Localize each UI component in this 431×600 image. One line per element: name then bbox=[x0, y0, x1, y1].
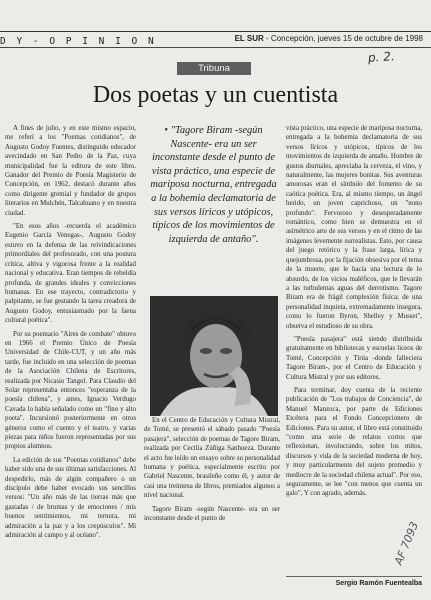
handwritten-side-text: AF 7093 bbox=[392, 519, 422, 567]
newspaper-name: EL SUR bbox=[234, 34, 264, 43]
section-kicker: Tribuna bbox=[177, 62, 251, 75]
column-3 bbox=[286, 124, 422, 572]
masthead bbox=[235, 34, 423, 43]
paragraph: Para terminar, doy cuenta de la reciente publicación de "Los trabajos de Conciencia", de Manuel Manzoca, por parte de Ediciones Etcétera para el Fondo Concepcionero de Ediciones. Para su autor, el libro está constituido "como una serie de relatos cortos que reflexionan, involucrando, sobre los mitos, discursos y vida de la sociedad moderna de hoy, y muy particularmente del sujeto promedio y mediocre de la sociedad chilena actual". Por eso, seguramente, se lee "con menos que cuenta un galo", Y con agrado, además. bbox=[286, 386, 422, 498]
handwritten-page-note: p. 2. bbox=[367, 49, 396, 65]
top-rule bbox=[0, 31, 431, 32]
article-title: Dos poetas y un cuentista bbox=[92, 82, 339, 108]
pull-quote-text: "Tagore Biram -según Nascente- era un ser inconstante desde el punto de vista práctico, una especie de mariposa nocturna, entregada a la bohemia declamatoria de sus versos líricos y utópicos, típicos de los movimientos de izquierda de antaño". bbox=[150, 125, 277, 245]
author-photo bbox=[150, 296, 278, 416]
handwritten-side-note bbox=[392, 519, 431, 600]
paragraph: En el Centro de Educación y Cultura Mistral, de Tomé, se presentó el sábado pasado "Poesía pasajera", selección de poemas de Tagore Biram, realizada por Cecilia Zúñiga Sanhueza. Durante el acto fue leído un ensayo sobre su personalidad humana y poética, especialmente escrito por Gabriel Nascente, brasileño como él, y autor de casi una treintena de libros, premiados algunos a nivel nacional. bbox=[144, 417, 280, 500]
byline: Sergio Ramón Fuentealba bbox=[335, 580, 422, 587]
column-1 bbox=[5, 124, 136, 600]
paragraph: Por su poemario "Aires de combate" obtuvo en 1966 el Premio Único de Poesía Universidad de Chile-CUT, y un año más tarde, fue incluido en una selección de poemas de la Asociación Chilena de Escritores, realizada por Nicasio Tangol. Para Claudio del Solar representaba entonces "esperanza de la poesía chilena", y antes, Ignacio Verdugo Cavada lo había señalado como un "fino y alto poeta". Incursionó posteriormente en otros géneros como el cuento y el teatro, y varias piezas para niños fueron representadas por sus propios alumnos. bbox=[5, 330, 136, 451]
paragraph: A fines de julio, y en este mismo espacio, me referí a los "Poemas cotidianos", de Augusto Godoy Fuentes, distinguido educador avecindado en San Pedro de la Paz, cuya municipalidad fue la editora de este libro. Ganador del Premio de Poesía Magisterio de Concepción, en 1962, destacó durante años como dirigente gremial y fundador de grupos literarios en Mulchén, Talcahuano y en nuestra ciudad. bbox=[5, 125, 136, 217]
paragraph: vista práctico, una especie de mariposa nocturna, entregada a la bohemia declamatoria de sus versos líricos y utópicos, típicos de los movimientos de izquierda de antaño. Hombre de gustos diurnales, apreciaba la cerveza, el vino, y naturalmente, las mujeres bonitas. Sus aventuras amorosas eran el símbolo del fomento de su caótica poética. Era, al mismo tiempo, un ángel herido, un joven caprichoso, un "nono profundo". Fervoroso y desesperadamente romántico, como bien se demuestra en el asimétrico arte de sus versos y en el ritmo de las imágenes levemente surrealistas. Esto, por causa del juego retórico y la frase larga, lírica y quejumbrosa, por la fijación obsesiva por el tema de la muerte, que le hacía una lectura de lo absurdo, de los vicios maléficos, que le llevarán a las turbulentas aguas del derrotismo. Tagore Biram era de frágil complexión física; de una personalidad inquieta, extremadamente insegura, como lo fueron Byron, Shelley y Musset", observa el estudioso de su obra. bbox=[286, 125, 422, 330]
pull-quote bbox=[147, 124, 280, 246]
paragraph: "Poesía pasajera" está siendo distribuida gratuitamente en bibliotecas y escuelas liceos de Tomé, Concepción y Tirúa -donde falleciera Tagore Biram-, por el Centro de Educación y Cultura Mistral y por sus editores. bbox=[286, 335, 422, 381]
header-rule bbox=[0, 47, 431, 48]
dateline: - Concepción, jueves 15 de octubre de 1998 bbox=[266, 34, 423, 43]
column-2 bbox=[144, 416, 280, 600]
quote-bullet: • bbox=[164, 125, 171, 136]
portrait-image bbox=[150, 296, 278, 416]
paragraph: "En esos años -recuerda el académico Eugenio García Venegas-, Augusto Godoy estuvo en la defensa de las reivindicaciones primordiales del profesorado, con una postura crítica, altiva y vigorosa frente a la realidad nacional y educativa. Eran tiempos de rebeldía profunda, de grandes ideales y convicciones humanas. En ese trayecto, contradictorio y palpitante, se fue gestando la tarea creadora de Augusto Godoy, entusiasmado por la faena cultural poética". bbox=[5, 223, 136, 325]
paragraph: Tagore Biram -según Nascente- era un ser inconstante desde el punto de bbox=[144, 505, 280, 523]
paragraph: La edición de sus "Poemas cotidianos" debe haber sido una de sus últimas satisfacciones. Al despedirlo, más de algún compañero o un discípulo debe haber evocado sus sencillos versos: "Un año más de las tierras más que gastadas / de brumas y de emociones / mis buenos sentimientos, mi ternura, mi admiración a la paz y a los crepúsculos". Mi admiración al campo y al océano". bbox=[5, 456, 136, 540]
section-label: D Y - O P I N I O N bbox=[0, 36, 157, 47]
